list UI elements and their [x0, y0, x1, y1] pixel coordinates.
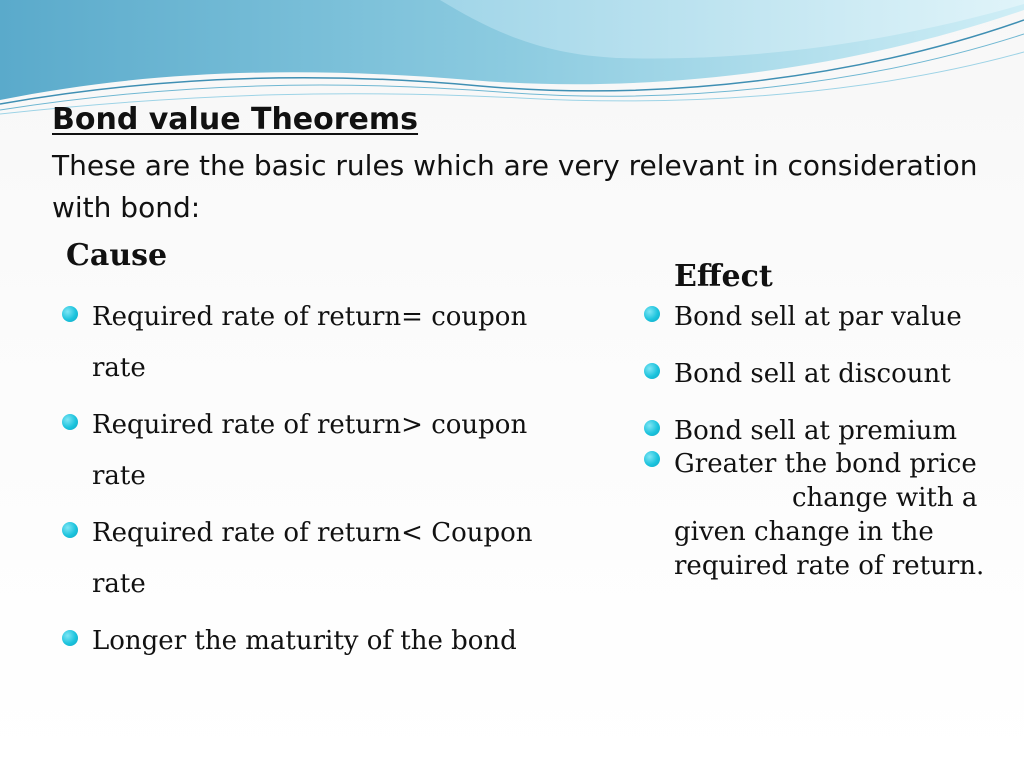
- list-item: [62, 616, 582, 667]
- bullet-dot-icon: [644, 420, 660, 436]
- effect-item-continuation: change with a given change in the required rate of return.: [674, 483, 985, 581]
- effect-heading: Effect: [674, 259, 773, 294]
- bullet-dot-icon: [62, 522, 78, 538]
- effect-list: [644, 292, 994, 583]
- list-item: [644, 349, 994, 400]
- cause-item-text: Required rate of return< Coupon rate: [92, 518, 533, 599]
- list-item: [62, 292, 582, 394]
- slide-subtitle: These are the basic rules which are very relevant in consideration with bond:: [52, 149, 978, 224]
- effect-item-text: Bond sell at discount: [674, 359, 951, 389]
- list-item: [644, 447, 994, 583]
- cause-heading: Cause: [66, 238, 168, 273]
- cause-item-text: Required rate of return= coupon rate: [92, 302, 528, 383]
- slide-title: Bond value Theorems: [52, 102, 419, 137]
- cause-list: [62, 292, 582, 673]
- list-item: [644, 292, 994, 343]
- effect-item-text: Greater the bond price: [674, 449, 977, 479]
- bullet-dot-icon: [62, 630, 78, 646]
- list-item: [62, 508, 582, 610]
- cause-item-text: Required rate of return> coupon rate: [92, 410, 528, 491]
- effect-item-text: Bond sell at par value: [674, 302, 962, 332]
- bullet-dot-icon: [644, 363, 660, 379]
- bullet-dot-icon: [62, 306, 78, 322]
- cause-item-text: Longer the maturity of the bond: [92, 626, 517, 656]
- bullet-dot-icon: [644, 451, 660, 467]
- list-item: [62, 400, 582, 502]
- bullet-dot-icon: [62, 414, 78, 430]
- bullet-dot-icon: [644, 306, 660, 322]
- effect-item-text: Bond sell at premium: [674, 416, 958, 446]
